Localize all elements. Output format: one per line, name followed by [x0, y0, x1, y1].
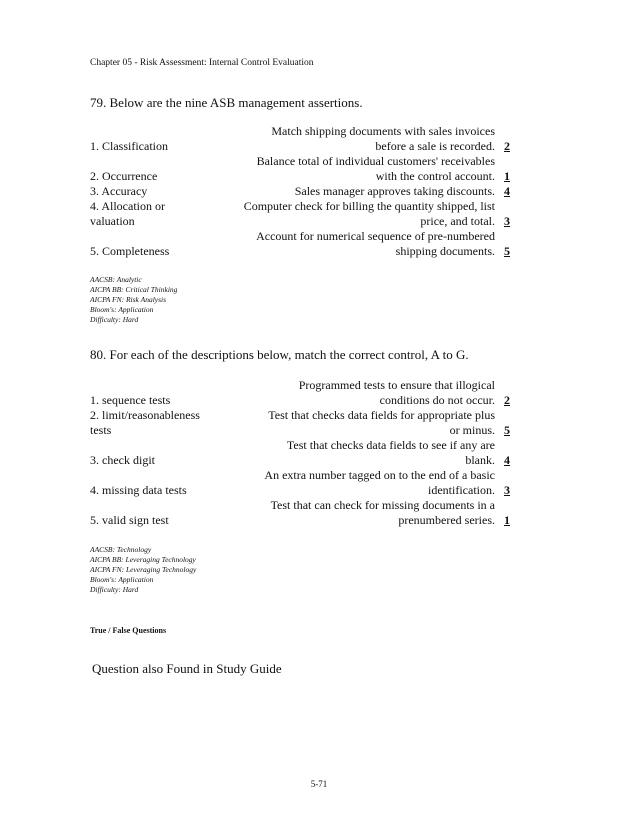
- metadata-line: AACSB: Technology: [90, 545, 152, 554]
- assertion-label: 5. Completeness: [90, 244, 170, 258]
- answer-number: 5: [504, 423, 510, 437]
- description-text: Test that checks data fields for appropriate plus: [268, 408, 495, 422]
- answer-number: 2: [504, 139, 510, 153]
- answer-number: 3: [504, 214, 510, 228]
- description-text: Test that can check for missing documents in a: [270, 498, 495, 512]
- match-row: [90, 229, 510, 244]
- description-text: blank.: [465, 453, 495, 467]
- metadata-line: Bloom's: Application: [90, 305, 154, 314]
- description-text: Match shipping documents with sales invoices: [271, 124, 495, 138]
- metadata-line: AACSB: Analytic: [90, 275, 142, 284]
- question-80-title: 80. For each of the descriptions below, match the correct control, A to G.: [90, 347, 469, 362]
- description-text: Balance total of individual customers' receivables: [256, 154, 495, 168]
- description-text: An extra number tagged on to the end of a basic: [264, 468, 495, 482]
- true-false-heading: True / False Questions: [90, 626, 167, 635]
- answer-number: 3: [504, 483, 510, 497]
- description-text: shipping documents.: [395, 244, 495, 258]
- question-79-title: 79. Below are the nine ASB management assertions.: [90, 95, 363, 110]
- answer-number: 1: [504, 169, 510, 183]
- metadata-line: AICPA BB: Leveraging Technology: [90, 555, 196, 564]
- answer-number: 4: [504, 453, 510, 467]
- match-row: [90, 378, 510, 393]
- question-80-match-table: [90, 378, 510, 528]
- assertion-label: 5. valid sign test: [90, 513, 169, 527]
- match-row: [90, 184, 510, 199]
- match-row: [90, 244, 510, 259]
- description-text: with the control account.: [375, 169, 495, 183]
- match-row: [90, 139, 510, 154]
- description-text: before a sale is recorded.: [375, 139, 495, 153]
- metadata-line: AICPA FN: Risk Analysis: [90, 295, 167, 304]
- description-text: Programmed tests to ensure that illogical: [298, 378, 495, 392]
- assertion-label: 1. sequence tests: [90, 393, 171, 407]
- metadata-line: Bloom's: Application: [90, 575, 154, 584]
- description-text: price, and total.: [420, 214, 495, 228]
- assertion-label: 2. Occurrence: [90, 169, 158, 183]
- assertion-label: 2. limit/reasonableness: [90, 408, 200, 422]
- description-text: Computer check for billing the quantity shipped, list: [243, 199, 495, 213]
- description-text: identification.: [428, 483, 495, 497]
- description-text: prenumbered series.: [398, 513, 495, 527]
- match-row: [90, 453, 510, 468]
- assertion-label: 3. Accuracy: [90, 184, 148, 198]
- assertion-label: 4. Allocation or: [90, 199, 165, 213]
- question-79-match-table: [90, 124, 510, 259]
- match-row: [90, 423, 510, 438]
- match-row: [90, 124, 510, 139]
- metadata-line: AICPA FN: Leveraging Technology: [90, 565, 197, 574]
- description-text: or minus.: [449, 423, 495, 437]
- description-text: Account for numerical sequence of pre-numbered: [256, 229, 495, 243]
- answer-number: 4: [504, 184, 510, 198]
- study-guide-note: Question also Found in Study Guide: [92, 661, 282, 676]
- metadata-line: AICPA BB: Critical Thinking: [90, 285, 178, 294]
- description-text: conditions do not occur.: [379, 393, 495, 407]
- question-80-metadata: [90, 545, 196, 595]
- assertion-label: 1. Classification: [90, 139, 168, 153]
- match-row: [90, 498, 510, 513]
- question-79-metadata: [90, 275, 177, 325]
- assertion-label: 3. check digit: [90, 453, 155, 467]
- metadata-line: Difficulty: Hard: [90, 315, 139, 324]
- match-row: [90, 468, 510, 483]
- assertion-label: valuation: [90, 214, 135, 228]
- match-row: [90, 483, 510, 498]
- match-row: [90, 513, 510, 528]
- answer-number: 1: [504, 513, 510, 527]
- match-row: [90, 199, 510, 214]
- description-text: Test that checks data fields to see if any are: [286, 438, 495, 452]
- answer-number: 5: [504, 244, 510, 258]
- match-row: [90, 393, 510, 408]
- assertion-label: tests: [90, 423, 112, 437]
- answer-number: 2: [504, 393, 510, 407]
- match-row: [90, 408, 510, 423]
- chapter-header: Chapter 05 - Risk Assessment: Internal Control Evaluation: [90, 58, 314, 68]
- match-row: [90, 438, 510, 453]
- match-row: [90, 154, 510, 169]
- match-row: [90, 169, 510, 184]
- page-number: 5-71: [310, 779, 328, 789]
- description-text: Sales manager approves taking discounts.: [294, 184, 495, 198]
- metadata-line: Difficulty: Hard: [90, 585, 139, 594]
- assertion-label: 4. missing data tests: [90, 483, 187, 497]
- match-row: [90, 214, 510, 229]
